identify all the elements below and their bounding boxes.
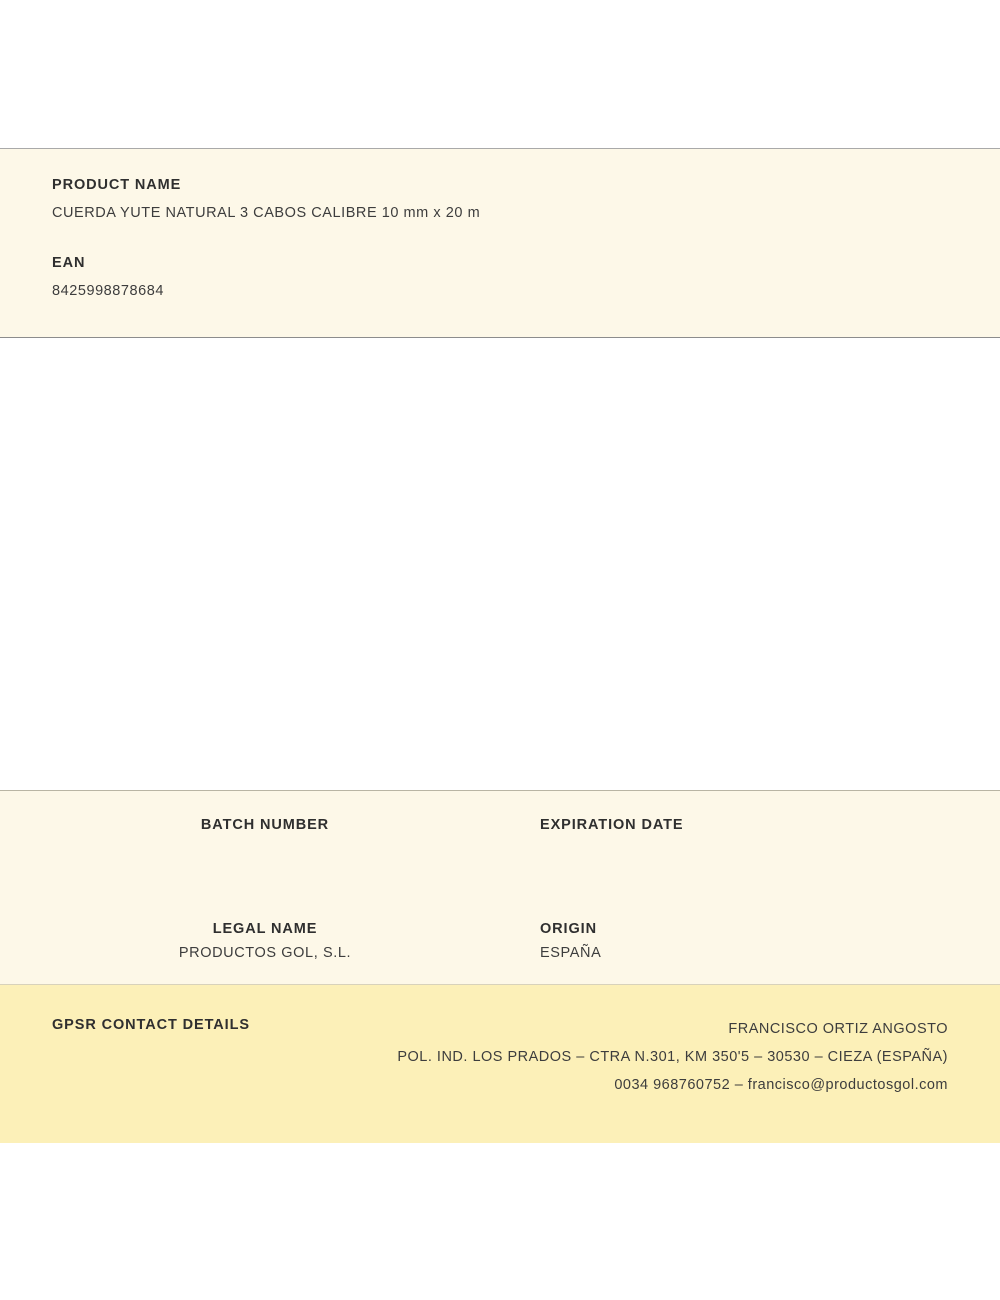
origin-field [500,921,1000,963]
product-name-label: PRODUCT NAME [52,177,182,193]
origin-value: ESPAÑA [540,945,602,961]
origin-label: ORIGIN [540,921,597,937]
gpsr-contact-lines [397,1015,948,1099]
ean-label: EAN [52,255,86,271]
batch-row [0,817,1000,859]
ean-field [52,255,948,299]
legal-name-field [0,921,500,963]
gpsr-contact-name: FRANCISCO ORTIZ ANGOSTO [728,1021,948,1037]
blank-content-area [0,338,1000,790]
batch-number-field [0,817,500,859]
gpsr-contact-address: POL. IND. LOS PRADOS – CTRA N.301, KM 350'5 – 30530 – CIEZA (ESPAÑA) [397,1049,948,1065]
legal-name-label: LEGAL NAME [212,921,318,937]
gpsr-contact-label: GPSR CONTACT DETAILS [52,1017,250,1033]
legal-row [0,921,1000,963]
product-name-value: CUERDA YUTE NATURAL 3 CABOS CALIBRE 10 mm x 20 m [52,205,481,221]
batch-legal-section [0,790,1000,985]
bottom-spacer [0,1143,1000,1300]
gpsr-contact-section [0,985,1000,1143]
expiration-date-field [500,817,1000,859]
gpsr-contact-phone-email: 0034 968760752 – francisco@productosgol.com [614,1077,948,1093]
expiration-date-label: EXPIRATION DATE [540,817,684,833]
expiration-date-value [540,841,1000,859]
batch-row-spacer [0,859,1000,921]
batch-number-value [30,841,500,859]
top-spacer [0,0,1000,148]
ean-value: 8425998878684 [52,283,164,299]
legal-name-value: PRODUCTOS GOL, S.L. [178,945,352,961]
product-details-section [0,148,1000,338]
batch-number-label: BATCH NUMBER [200,817,330,833]
product-name-field [52,177,948,221]
